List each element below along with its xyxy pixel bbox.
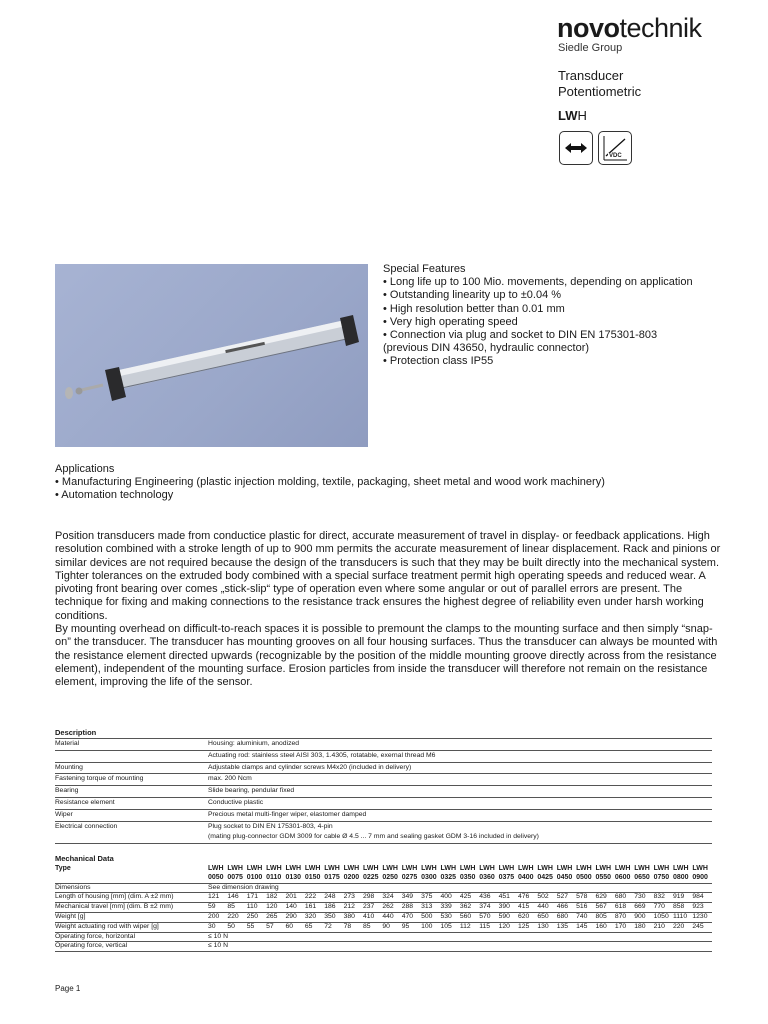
row-value: 210 — [654, 922, 673, 932]
row-value: 130 — [537, 922, 556, 932]
row-value: 115 — [479, 922, 498, 932]
feature-item: • Protection class IP55 — [383, 355, 494, 368]
row-value: 161 — [305, 903, 324, 913]
row-value: 350 — [324, 912, 343, 922]
type-code: 0350 — [460, 874, 479, 883]
page-number: Page 1 — [55, 984, 81, 993]
type-prefix: LWH — [614, 865, 631, 872]
type-code: 0360 — [479, 874, 498, 883]
type-code: 0900 — [692, 874, 712, 883]
row-value: 730 — [634, 893, 653, 903]
application-item: • Manufacturing Engineering (plastic injection molding, textile, packaging, sheet metal and wood work machinery) — [55, 476, 605, 489]
type-label: Type — [55, 865, 71, 872]
row-value: 120 — [499, 922, 518, 932]
row-value: 425 — [460, 893, 479, 903]
description-section — [55, 728, 712, 844]
type-code: 0425 — [537, 874, 556, 883]
row-value: 245 — [692, 922, 712, 932]
row-value: 180 — [634, 922, 653, 932]
row-value: 171 — [247, 893, 266, 903]
type-code: 0300 — [421, 874, 440, 883]
row-key: Dimensions — [55, 883, 208, 893]
mechanical-title: Mechanical Data — [55, 854, 114, 863]
body-paragraph-2: By mounting overhead on difficult-to-reach spaces it is possible to premount the clamps to the mounting surface and then simply “snap-on” the transducer. The transducer has mounting grooves on all four housing surfaces. Thus the transducer can always be mounted with the resistance element directed upwards (recognizable by the position of the middle mounting groove directly across from the resistance element), independent of the mounting surface. Erosion particles from inside the transducer will therefore not remain on the resistance element, improving the life of the sensor. — [55, 623, 718, 689]
type-prefix: LWH — [653, 865, 670, 872]
row-value: 410 — [363, 912, 382, 922]
row-key: Resistance element — [55, 797, 208, 809]
row-value: Housing: aluminium, anodized — [208, 739, 712, 750]
row-value: Adjustable clamps and cylinder screws M4x20 (included in delivery) — [208, 762, 712, 774]
row-value: 770 — [654, 903, 673, 913]
type-prefix: LWH — [266, 865, 282, 872]
vdc-output-icon — [598, 131, 632, 165]
type-prefix: LWH — [324, 865, 340, 872]
row-value: 919 — [673, 893, 692, 903]
row-value: 567 — [595, 903, 614, 913]
type-prefix: LWH — [285, 865, 302, 872]
type-code: 0325 — [440, 874, 459, 883]
row-value: 570 — [479, 912, 498, 922]
row-value: 140 — [285, 903, 304, 913]
double-arrow-icon — [559, 131, 593, 165]
row-value: 288 — [402, 903, 421, 913]
type-code: 0550 — [595, 874, 614, 883]
row-value: 220 — [227, 912, 246, 922]
row-value: Precious metal multi-finger wiper, elastomer damped — [208, 809, 712, 821]
row-value: 451 — [499, 893, 518, 903]
feature-item: • Connection via plug and socket to DIN EN 175301-803 — [383, 329, 658, 342]
table-row — [55, 883, 712, 893]
type-prefix: LWH — [459, 865, 476, 872]
row-key: Material — [55, 739, 208, 750]
row-value: 680 — [557, 912, 576, 922]
type-code: 0110 — [266, 874, 285, 883]
row-value: 466 — [557, 903, 576, 913]
type-code: 0450 — [557, 874, 576, 883]
type-code: 0500 — [576, 874, 595, 883]
brand-group: Siedle Group — [558, 42, 623, 54]
type-code: 0375 — [499, 874, 518, 883]
row-value: 30 — [208, 922, 227, 932]
row-value: 110 — [247, 903, 266, 913]
row-value: 262 — [382, 903, 401, 913]
row-key: Electrical connection — [55, 822, 118, 830]
row-value: 440 — [537, 903, 556, 913]
row-value: 90 — [382, 922, 401, 932]
type-code: 0130 — [285, 874, 304, 883]
product-photo — [55, 264, 368, 447]
row-value: 112 — [460, 922, 479, 932]
row-key: Operating force, vertical — [55, 942, 208, 952]
row-value: 349 — [402, 893, 421, 903]
row-value: 470 — [402, 912, 421, 922]
product-title-line1: Transducer — [558, 68, 624, 83]
product-title — [558, 68, 641, 100]
row-value: 858 — [673, 903, 692, 913]
row-value: 805 — [595, 912, 614, 922]
table-row — [55, 774, 712, 786]
row-value: 590 — [499, 912, 518, 922]
row-value: 60 — [285, 922, 304, 932]
row-value: 900 — [634, 912, 653, 922]
feature-item: • High resolution better than 0.01 mm — [383, 302, 565, 315]
row-key — [55, 750, 208, 762]
type-prefix: LWH — [382, 865, 398, 872]
type-code: 0275 — [402, 874, 421, 883]
row-value: 618 — [615, 903, 634, 913]
row-value: ≤ 10 N — [208, 932, 712, 942]
row-value: 530 — [440, 912, 459, 922]
row-value: 273 — [344, 893, 363, 903]
row-value: 65 — [305, 922, 324, 932]
row-key: Operating force, horizontal — [55, 932, 208, 942]
row-key: Mechanical travel [mm] (dim. B ±2 mm) — [55, 903, 208, 913]
row-value: 870 — [615, 912, 634, 922]
table-row — [55, 922, 712, 932]
row-value: 100 — [421, 922, 440, 932]
type-prefix: LWH — [576, 865, 592, 872]
feature-item: • Outstanding linearity up to ±0.04 % — [383, 289, 562, 302]
type-prefix: LWH — [672, 865, 689, 872]
row-value: 95 — [402, 922, 421, 932]
row-value: 375 — [421, 893, 440, 903]
feature-item: (previous DIN 43650, hydraulic connector) — [383, 342, 590, 355]
type-prefix: LWH — [537, 865, 553, 872]
row-value: Slide bearing, pendular fixed — [208, 786, 712, 798]
row-value: 186 — [324, 903, 343, 913]
row-value: (mating plug-connector GDM 3009 for cable Ø 4.5 ... 7 mm and sealing gasket GDM 3-16 included in delivery) — [208, 832, 712, 843]
row-value: 436 — [479, 893, 498, 903]
type-prefix: LWH — [692, 865, 708, 872]
row-value: 222 — [305, 893, 324, 903]
type-code: 0200 — [344, 874, 363, 883]
row-value: 121 — [208, 893, 227, 903]
row-value: 59 — [208, 903, 227, 913]
table-row — [55, 797, 712, 809]
applications — [55, 463, 735, 503]
row-value: 578 — [576, 893, 595, 903]
function-icons — [559, 131, 632, 165]
type-code-spacer — [55, 874, 208, 883]
model-name — [558, 108, 587, 123]
brand-light: technik — [619, 13, 702, 43]
row-value: 57 — [266, 922, 285, 932]
type-prefix: LWH — [498, 865, 515, 872]
row-value: 650 — [537, 912, 556, 922]
row-value: 182 — [266, 893, 285, 903]
type-code: 0650 — [634, 874, 653, 883]
row-value: 620 — [518, 912, 537, 922]
type-code: 0400 — [518, 874, 537, 883]
table-row — [55, 912, 712, 922]
row-value: 1230 — [692, 912, 712, 922]
type-prefix: LWH — [401, 865, 418, 872]
row-key: Weight actuating rod with wiper [g] — [55, 922, 208, 932]
vdc-label: VDC — [609, 153, 622, 159]
table-row — [55, 739, 712, 750]
row-value: 85 — [227, 903, 246, 913]
row-key: Mounting — [55, 762, 208, 774]
row-value: 832 — [654, 893, 673, 903]
product-title-line2: Potentiometric — [558, 84, 642, 99]
type-code: 0100 — [247, 874, 266, 883]
row-value: 250 — [247, 912, 266, 922]
type-code: 0150 — [305, 874, 324, 883]
row-value: 984 — [692, 893, 712, 903]
row-value: 160 — [595, 922, 614, 932]
type-code: 0600 — [615, 874, 634, 883]
type-prefix: LWH — [556, 865, 573, 872]
row-value: 476 — [518, 893, 537, 903]
special-features — [383, 263, 753, 369]
description-title: Description — [55, 728, 712, 739]
type-code: 0250 — [382, 874, 401, 883]
row-key: Length of housing [mm] (dim. A ±2 mm) — [55, 893, 208, 903]
row-value: 120 — [266, 903, 285, 913]
type-code: 0750 — [654, 874, 673, 883]
feature-item: • Long life up to 100 Mio. movements, depending on application — [383, 276, 693, 289]
row-value: 212 — [344, 903, 363, 913]
row-value: 440 — [382, 912, 401, 922]
application-item: • Automation technology — [55, 489, 174, 502]
row-value: 290 — [285, 912, 304, 922]
row-value: 298 — [363, 893, 382, 903]
type-prefix: LWH — [440, 865, 457, 872]
row-key: Weight [g] — [55, 912, 208, 922]
row-value: 265 — [266, 912, 285, 922]
row-value: 146 — [227, 893, 246, 903]
row-value: ≤ 10 N — [208, 942, 712, 952]
model-prefix: LW — [558, 108, 578, 123]
row-value: 400 — [440, 893, 459, 903]
table-row — [55, 750, 712, 762]
row-key: Fastening torque of mounting — [55, 774, 208, 786]
type-prefix: LWH — [362, 865, 379, 872]
applications-title: Applications — [55, 463, 115, 475]
row-key: Wiper — [55, 809, 208, 821]
row-value: 201 — [285, 893, 304, 903]
type-code: 0800 — [673, 874, 692, 883]
row-value: 50 — [227, 922, 246, 932]
type-prefix: LWH — [421, 865, 437, 872]
type-code-row — [55, 874, 712, 883]
row-value: 1050 — [654, 912, 673, 922]
row-value: Conductive plastic — [208, 797, 712, 809]
type-prefix: LWH — [246, 865, 263, 872]
type-prefix: LWH — [208, 865, 224, 872]
row-value: 527 — [557, 893, 576, 903]
mechanical-section — [55, 854, 712, 952]
row-value: 105 — [440, 922, 459, 932]
row-value: 502 — [537, 893, 556, 903]
row-value: 313 — [421, 903, 440, 913]
table-row — [55, 832, 712, 843]
row-value: 1110 — [673, 912, 692, 922]
row-value: 629 — [595, 893, 614, 903]
row-value: 516 — [576, 903, 595, 913]
type-prefix: LWH — [479, 865, 495, 872]
table-row — [55, 809, 712, 821]
feature-item: • Very high operating speed — [383, 315, 518, 328]
row-value: 135 — [557, 922, 576, 932]
brand-logo — [557, 14, 702, 42]
row-value: 324 — [382, 893, 401, 903]
row-value: 248 — [324, 893, 343, 903]
row-value: 237 — [363, 903, 382, 913]
row-value: 390 — [499, 903, 518, 913]
brand-bold: novo — [557, 13, 620, 43]
row-value: 220 — [673, 922, 692, 932]
row-value: 78 — [344, 922, 363, 932]
row-value: 339 — [440, 903, 459, 913]
row-value: 170 — [615, 922, 634, 932]
row-value: Actuating rod: stainless steel AISI 303, 1.4305, rotatable, exernal thread M6 — [208, 750, 712, 762]
row-value: 374 — [479, 903, 498, 913]
row-value: 55 — [247, 922, 266, 932]
table-row — [55, 942, 712, 952]
type-code: 0050 — [208, 874, 227, 883]
type-code: 0175 — [324, 874, 343, 883]
row-key — [55, 832, 208, 843]
row-value: 500 — [421, 912, 440, 922]
table-row — [55, 932, 712, 942]
row-value: 320 — [305, 912, 324, 922]
row-value: 145 — [576, 922, 595, 932]
mechanical-table — [55, 865, 712, 952]
row-value: 923 — [692, 903, 712, 913]
body-text — [55, 530, 725, 690]
row-value: max. 200 Ncm — [208, 774, 712, 786]
table-row — [55, 786, 712, 798]
table-row — [55, 903, 712, 913]
row-value: 380 — [344, 912, 363, 922]
table-row — [55, 821, 712, 832]
table-row — [55, 762, 712, 774]
model-suffix: H — [577, 108, 587, 123]
row-value: 85 — [363, 922, 382, 932]
row-value: 669 — [634, 903, 653, 913]
row-value: 680 — [615, 893, 634, 903]
type-prefix: LWH — [634, 865, 650, 872]
row-value: 72 — [324, 922, 343, 932]
row-key: Bearing — [55, 786, 208, 798]
type-prefix: LWH — [304, 865, 321, 872]
type-prefix: LWH — [517, 865, 534, 872]
type-prefix: LWH — [595, 865, 612, 872]
row-value: 740 — [576, 912, 595, 922]
type-row — [55, 865, 712, 874]
row-value: 200 — [208, 912, 227, 922]
features-title: Special Features — [383, 263, 466, 275]
body-paragraph-1: Position transducers made from conductice plastic for direct, accurate measurement of travel in display- or feedback applications. High resolution combined with a stroke length of up to 900 mm permits the accurate measurement of linear displacement. Rack and pinions or similar devices are not required because the design of the transducers is such that they may be built directly into the mechanical system. Tighter tolerances on the extruded body combined with a special surface treatment permit high operating speeds and reduced wear. A pivoting front bearing over comes „stick-slip“ type of operation even where some angular or out of parallel errors are present. The technique for fixing and making connections to the resistance track ensures the highest degree of reliability even under harsh working conditions. — [55, 530, 721, 622]
row-value: Plug socket to DIN EN 175301-803, 4-pin — [208, 822, 333, 830]
type-code: 0075 — [227, 874, 246, 883]
table-row — [55, 893, 712, 903]
row-value: 560 — [460, 912, 479, 922]
row-value: See dimension drawing — [208, 883, 712, 893]
type-code: 0225 — [363, 874, 382, 883]
row-value: 362 — [460, 903, 479, 913]
row-value: 125 — [518, 922, 537, 932]
type-prefix: LWH — [343, 865, 360, 872]
row-value: 415 — [518, 903, 537, 913]
type-prefix: LWH — [227, 865, 243, 872]
description-table — [55, 739, 712, 844]
